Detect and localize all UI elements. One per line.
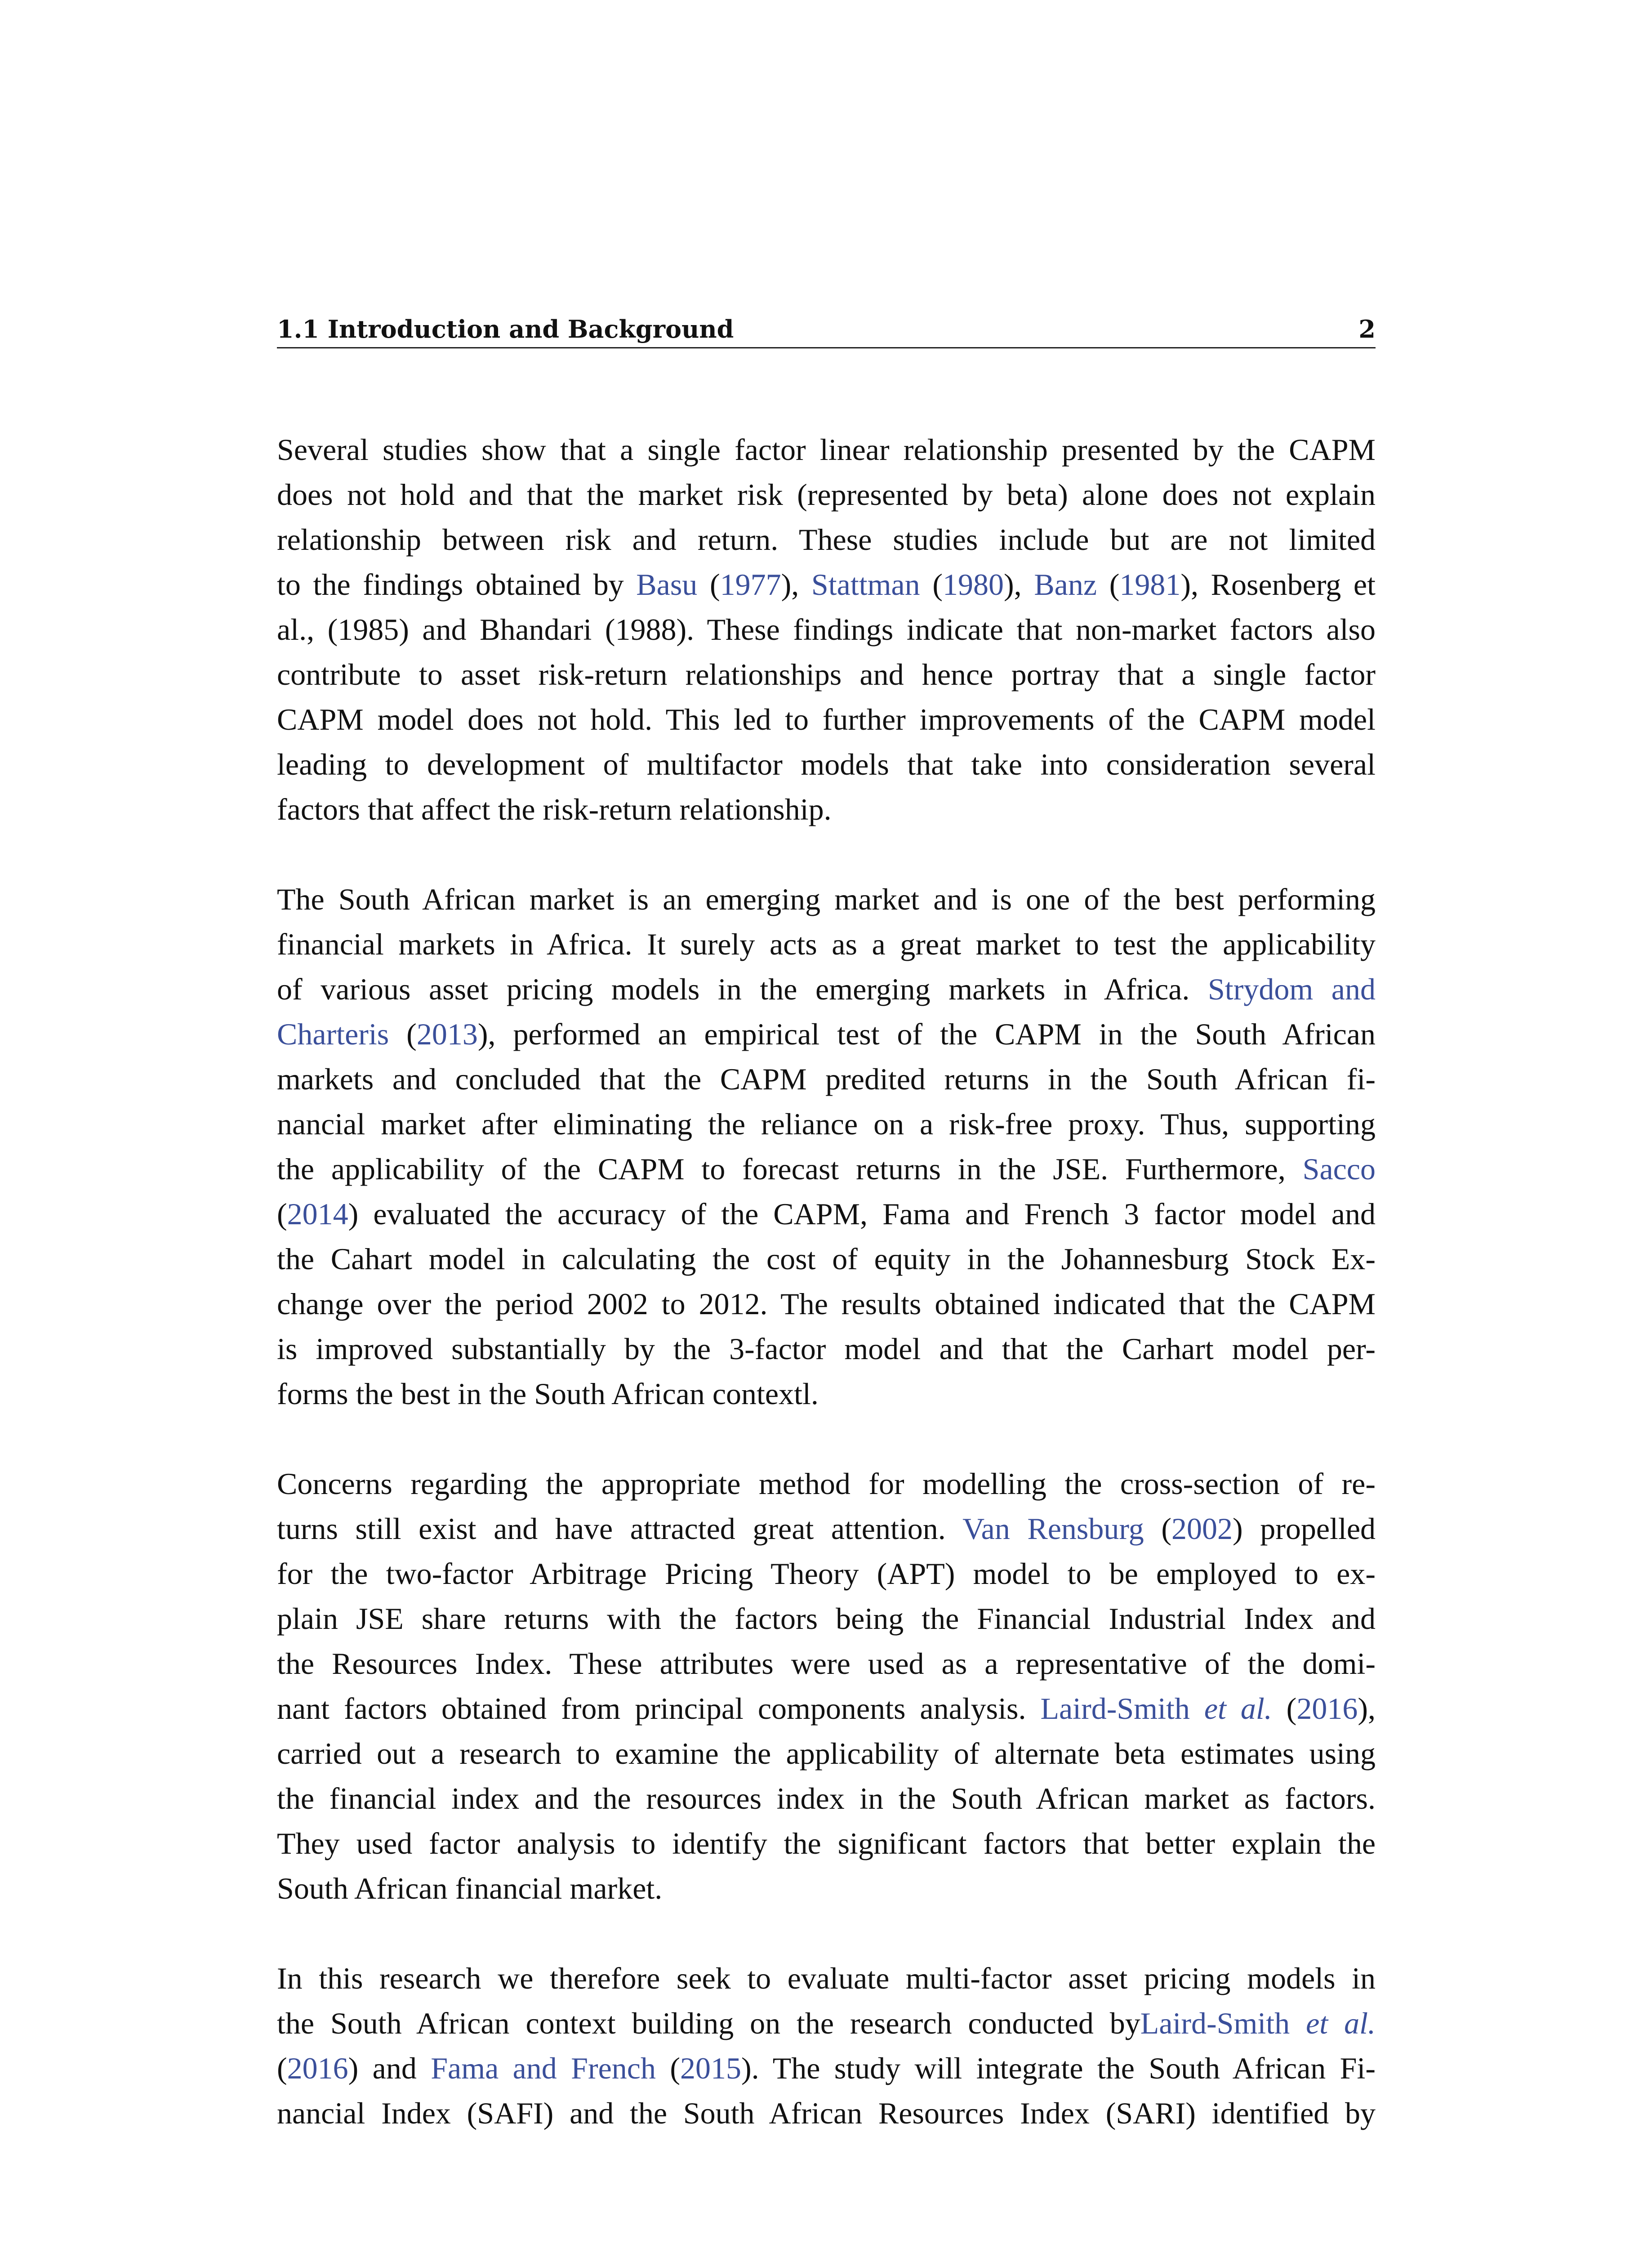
text-run: factors that affect the risk-return relationship. bbox=[277, 792, 832, 826]
text-run: ) propelled bbox=[1233, 1512, 1376, 1546]
text-run: ( bbox=[697, 567, 720, 602]
text-run: al., (1985) and Bhandari (1988). These findings indicate that non-market factors also bbox=[277, 612, 1376, 647]
text-run: for the two-factor Arbitrage Pricing Theory (APT) model to be employed to ex- bbox=[277, 1557, 1376, 1591]
text-run: ( bbox=[1144, 1512, 1172, 1546]
text-run: is improved substantially by the 3-factor model and that the Carhart model per- bbox=[277, 1332, 1376, 1366]
citation-link[interactable]: 2013 bbox=[416, 1017, 478, 1051]
text-run: to the findings obtained by bbox=[277, 567, 637, 602]
text-line bbox=[277, 787, 1376, 832]
citation-link[interactable]: 2016 bbox=[287, 2051, 348, 2085]
paragraph bbox=[277, 1461, 1376, 1911]
text-run: ), Rosenberg et bbox=[1180, 567, 1376, 602]
text-run: CAPM model does not hold. This led to further improvements of the CAPM model bbox=[277, 702, 1376, 736]
citation-link[interactable]: 2015 bbox=[680, 2051, 741, 2085]
text-run: markets and concluded that the CAPM predited returns in the South African fi- bbox=[277, 1062, 1376, 1096]
paragraph bbox=[277, 427, 1376, 832]
citation-link[interactable]: et al. bbox=[1204, 1691, 1272, 1726]
text-line bbox=[277, 517, 1376, 562]
text-line bbox=[277, 1506, 1376, 1551]
text-run: leading to development of multifactor models that take into consideration several bbox=[277, 747, 1376, 781]
text-line bbox=[277, 562, 1376, 607]
text-line bbox=[277, 877, 1376, 922]
text-run: turns still exist and have attracted great attention. bbox=[277, 1512, 963, 1546]
citation-link[interactable]: 1981 bbox=[1119, 567, 1181, 602]
text-line bbox=[277, 607, 1376, 652]
text-run: the financial index and the resources index in the South African market as factors. bbox=[277, 1781, 1376, 1815]
text-line bbox=[277, 1866, 1376, 1911]
text-line bbox=[277, 472, 1376, 517]
citation-link[interactable]: Basu bbox=[636, 567, 698, 602]
text-line bbox=[277, 1641, 1376, 1686]
citation-link[interactable]: Laird-Smith bbox=[1140, 2006, 1306, 2040]
text-line bbox=[277, 1146, 1376, 1191]
text-line bbox=[277, 1821, 1376, 1866]
text-line bbox=[277, 1371, 1376, 1416]
text-line bbox=[277, 2001, 1376, 2046]
citation-link[interactable]: Fama and French bbox=[431, 2051, 656, 2085]
text-run: does not hold and that the market risk (represented by beta) alone does not explain bbox=[277, 477, 1376, 512]
text-line bbox=[277, 967, 1376, 1012]
citation-link[interactable]: Stattman bbox=[811, 567, 920, 602]
paragraph bbox=[277, 877, 1376, 1416]
text-run: ( bbox=[277, 2051, 287, 2085]
text-line bbox=[277, 1326, 1376, 1371]
text-line bbox=[277, 1102, 1376, 1146]
paragraph bbox=[277, 1956, 1376, 2136]
text-run: Concerns regarding the appropriate method for modelling the cross-section of re- bbox=[277, 1467, 1376, 1501]
text-run: the Cahart model in calculating the cost of equity in the Johannesburg Stock Ex- bbox=[277, 1242, 1376, 1276]
text-line bbox=[277, 1776, 1376, 1821]
text-run: nancial market after eliminating the reliance on a risk-free proxy. Thus, supporting bbox=[277, 1107, 1376, 1141]
section-title: 1.1 Introduction and Background bbox=[277, 315, 734, 343]
text-line bbox=[277, 1012, 1376, 1057]
citation-link[interactable]: 1980 bbox=[943, 567, 1004, 602]
citation-link[interactable]: Laird-Smith bbox=[1040, 1691, 1204, 1726]
text-line bbox=[277, 427, 1376, 472]
text-run: plain JSE share returns with the factors being the Financial Industrial Index and bbox=[277, 1601, 1376, 1636]
text-run: the applicability of the CAPM to forecast returns in the JSE. Furthermore, bbox=[277, 1152, 1303, 1186]
text-line bbox=[277, 2091, 1376, 2136]
text-run: Several studies show that a single factor linear relationship presented by the CAPM bbox=[277, 433, 1376, 467]
text-run: ), performed an empirical test of the CAPM in the South African bbox=[477, 1017, 1376, 1051]
text-run: ) evaluated the accuracy of the CAPM, Fama and French 3 factor model and bbox=[348, 1197, 1376, 1231]
text-run: carried out a research to examine the applicability of alternate beta estimates using bbox=[277, 1736, 1376, 1771]
text-run: forms the best in the South African contextl. bbox=[277, 1377, 819, 1411]
text-run: ( bbox=[1097, 567, 1120, 602]
text-run: the Resources Index. These attributes were used as a representative of the domi- bbox=[277, 1646, 1376, 1681]
text-run: They used factor analysis to identify the significant factors that better explain the bbox=[277, 1826, 1376, 1860]
citation-link[interactable]: 2002 bbox=[1171, 1512, 1233, 1546]
text-run: ), bbox=[1358, 1691, 1376, 1726]
text-run: nancial Index (SAFI) and the South African Resources Index (SARI) identified by bbox=[277, 2096, 1376, 2130]
page-number: 2 bbox=[1358, 315, 1376, 343]
citation-link[interactable]: Van Rensburg bbox=[962, 1512, 1144, 1546]
text-line bbox=[277, 1191, 1376, 1236]
text-run: ( bbox=[277, 1197, 287, 1231]
text-line bbox=[277, 1956, 1376, 2001]
text-run: In this research we therefore seek to evaluate multi-factor asset pricing models in bbox=[277, 1961, 1376, 1995]
text-line bbox=[277, 2046, 1376, 2091]
text-run: The South African market is an emerging market and is one of the best performing bbox=[277, 882, 1376, 916]
citation-link[interactable]: Charteris bbox=[277, 1017, 389, 1051]
text-run: South African financial market. bbox=[277, 1871, 663, 1905]
text-run: ). The study will integrate the South African Fi- bbox=[741, 2051, 1376, 2085]
text-line bbox=[277, 697, 1376, 742]
text-run: the South African context building on the research conducted by bbox=[277, 2006, 1140, 2040]
text-run: change over the period 2002 to 2012. The results obtained indicated that the CAPM bbox=[277, 1287, 1376, 1321]
text-line bbox=[277, 1596, 1376, 1641]
citation-link[interactable]: 2016 bbox=[1296, 1691, 1358, 1726]
body-text bbox=[277, 427, 1376, 2181]
running-header bbox=[277, 311, 1376, 348]
citation-link[interactable]: Sacco bbox=[1302, 1152, 1376, 1186]
text-line bbox=[277, 1686, 1376, 1731]
text-line bbox=[277, 1461, 1376, 1506]
text-line bbox=[277, 1281, 1376, 1326]
text-line bbox=[277, 1057, 1376, 1102]
text-line bbox=[277, 922, 1376, 967]
text-run: ( bbox=[1272, 1691, 1297, 1726]
text-run: ), bbox=[1004, 567, 1034, 602]
text-run: ) and bbox=[348, 2051, 431, 2085]
citation-link[interactable]: Strydom and bbox=[1207, 972, 1376, 1006]
citation-link[interactable]: et al. bbox=[1306, 2006, 1376, 2040]
text-line bbox=[277, 1551, 1376, 1596]
text-run: contribute to asset risk-return relationships and hence portray that a single factor bbox=[277, 657, 1376, 691]
citation-link[interactable]: Banz bbox=[1034, 567, 1097, 602]
text-line bbox=[277, 1731, 1376, 1776]
text-run: relationship between risk and return. These studies include but are not limited bbox=[277, 522, 1376, 557]
citation-link[interactable]: 1977 bbox=[720, 567, 781, 602]
text-run: ( bbox=[655, 2051, 680, 2085]
text-run: nant factors obtained from principal components analysis. bbox=[277, 1691, 1041, 1726]
text-run: ( bbox=[920, 567, 943, 602]
text-run: of various asset pricing models in the emerging markets in Africa. bbox=[277, 972, 1208, 1006]
text-run: financial markets in Africa. It surely acts as a great market to test the applicability bbox=[277, 927, 1376, 961]
text-line bbox=[277, 1236, 1376, 1281]
citation-link[interactable]: 2014 bbox=[287, 1197, 348, 1231]
text-run: ), bbox=[781, 567, 811, 602]
text-line bbox=[277, 652, 1376, 697]
text-line bbox=[277, 742, 1376, 787]
text-run: ( bbox=[389, 1017, 417, 1051]
